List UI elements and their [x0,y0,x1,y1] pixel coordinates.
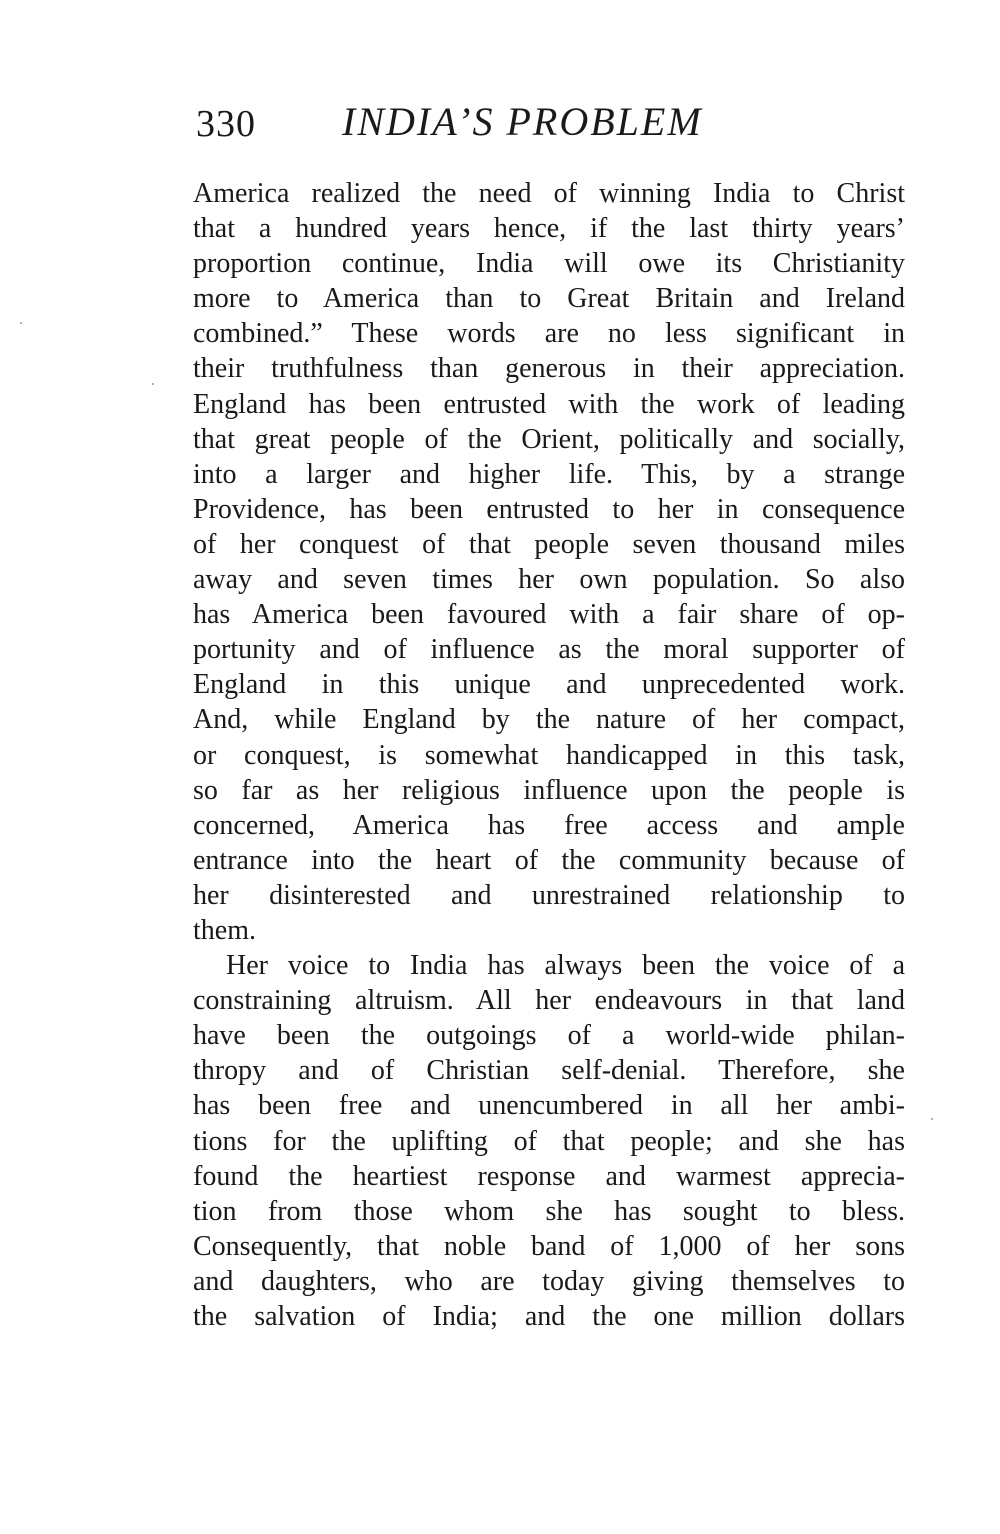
text-line: or conquest, is somewhat handicapped in this task, [193,739,905,771]
paragraph-end-line: them. [193,914,256,946]
text-line: tions for the uplifting of that people; and she has [193,1125,905,1157]
text-line: more to America than to Great Britain and Ireland [193,283,905,315]
text-line: has America been favoured with a fair share of op- [193,599,905,631]
text-line: Providence, has been entrusted to her in consequence [193,493,905,525]
body-text [193,176,905,1334]
text-line: have been the outgoings of a world-wide philan- [193,1020,905,1052]
text-line: England has been entrusted with the work of leading [193,388,905,420]
text-line: And, while England by the nature of her compact, [193,704,905,736]
text-line: entrance into the heart of the community because of [193,844,905,876]
running-title: INDIA’S PROBLEM [342,99,703,144]
scan-speck [20,322,22,324]
page-number: 330 [196,103,256,145]
text-line: that great people of the Orient, politically and socially, [193,423,905,455]
text-line: England in this unique and unprecedented work. [193,669,905,701]
text-line: proportion continue, India will owe its Christianity [193,248,905,280]
text-line: America realized the need of winning India to Christ [193,178,905,209]
text-line: concerned, America has free access and ample [193,809,905,841]
scan-speck [152,383,154,385]
text-line: thropy and of Christian self-denial. Therefore, she [193,1055,905,1087]
text-line: and daughters, who are today giving themselves to [193,1265,905,1297]
text-line: the salvation of India; and the one million dollars [193,1301,905,1332]
text-line: of her conquest of that people seven thousand miles [193,528,905,560]
paragraph-start-line: Her voice to India has always been the voice of a [226,950,905,982]
text-line: her disinterested and unrestrained relationship to [193,879,905,911]
text-line: has been free and unencumbered in all her ambi- [193,1090,905,1122]
text-line: so far as her religious influence upon the people is [193,774,905,806]
running-head [196,98,916,148]
text-line: tion from those whom she has sought to bless. [193,1195,905,1227]
scan-speck [931,1118,933,1120]
text-line: Consequently, that noble band of 1,000 of her sons [193,1230,905,1262]
text-line: portunity and of influence as the moral supporter of [193,634,905,666]
text-line: away and seven times her own population. So also [193,564,905,596]
text-line: found the heartiest response and warmest apprecia- [193,1160,905,1192]
text-line: into a larger and higher life. This, by a strange [193,458,905,490]
text-line: constraining altruism. All her endeavours in that land [193,985,905,1017]
text-line: their truthfulness than generous in their appreciation. [193,353,905,385]
text-line: that a hundred years hence, if the last thirty years’ [193,213,905,245]
text-line: combined.” These words are no less significant in [193,318,905,350]
